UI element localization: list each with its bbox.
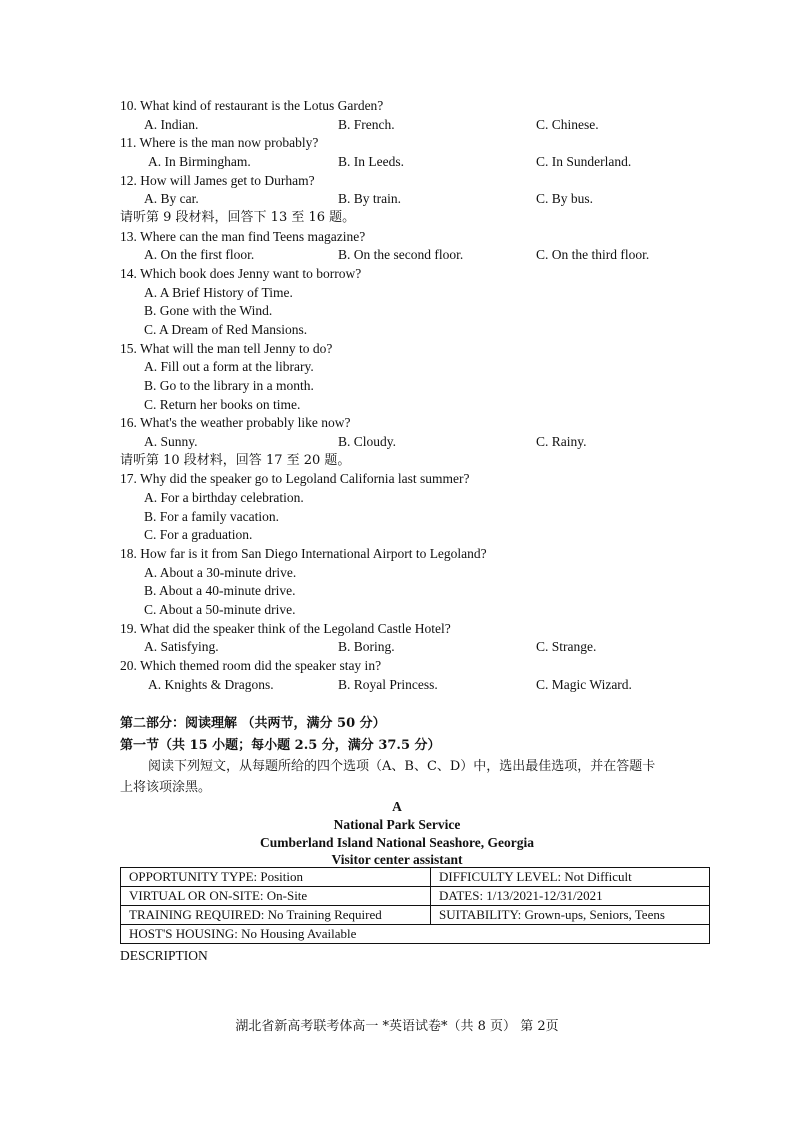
q13-option-c: C. On the third floor. xyxy=(536,247,650,262)
passage-title-2: Cumberland Island National Seashore, Georgia xyxy=(260,835,534,850)
table-row xyxy=(121,868,710,887)
passage-letter: A xyxy=(392,799,402,814)
q12-option-b: B. By train. xyxy=(338,191,401,206)
q10-option-b: B. French. xyxy=(338,117,395,132)
table-cell: SUITABILITY: Grown-ups, Seniors, Teens xyxy=(431,906,710,925)
question-11: 11. Where is the man now probably? xyxy=(120,135,319,150)
q15-option-a: A. Fill out a form at the library. xyxy=(144,359,314,374)
question-14: 14. Which book does Jenny want to borrow? xyxy=(120,266,362,281)
q17-option-b: B. For a family vacation. xyxy=(144,509,279,524)
table-cell: TRAINING REQUIRED: No Training Required xyxy=(121,906,431,925)
question-12: 12. How will James get to Durham? xyxy=(120,173,315,188)
q15-option-c: C. Return her books on time. xyxy=(144,397,301,412)
q13-option-a: A. On the first floor. xyxy=(144,247,255,262)
q20-option-a: A. Knights & Dragons. xyxy=(148,677,274,692)
directions-line-2: 上将该项涂黑。 xyxy=(120,780,212,795)
table-row xyxy=(121,925,710,944)
page-footer: 湖北省新高考联考体高一 *英语试卷*（共 8 页） 第 2页 xyxy=(235,1019,559,1034)
q10-option-c: C. Chinese. xyxy=(536,117,599,132)
question-19: 19. What did the speaker think of the Legoland Castle Hotel? xyxy=(120,621,451,636)
q19-option-b: B. Boring. xyxy=(338,639,395,654)
part2-heading: 第二部分：阅读理解 （共两节，满分 50 分） xyxy=(120,716,386,731)
passage-title-1: National Park Service xyxy=(333,817,461,832)
section1-heading: 第一节（共 15 小题；每小题 2.5 分，满分 37.5 分） xyxy=(120,738,441,753)
table-cell: DIFFICULTY LEVEL: Not Difficult xyxy=(431,868,710,887)
q11-option-a: A. In Birmingham. xyxy=(148,154,251,169)
q12-option-c: C. By bus. xyxy=(536,191,594,206)
question-16: 16. What's the weather probably like now? xyxy=(120,415,351,430)
q19-option-c: C. Strange. xyxy=(536,639,597,654)
question-20: 20. Which themed room did the speaker stay in? xyxy=(120,658,382,673)
question-18: 18. How far is it from San Diego International Airport to Legoland? xyxy=(120,546,487,561)
q18-option-a: A. About a 30-minute drive. xyxy=(144,565,297,580)
table-row xyxy=(121,887,710,906)
q19-option-a: A. Satisfying. xyxy=(144,639,219,654)
opportunity-table xyxy=(120,867,710,944)
q13-option-b: B. On the second floor. xyxy=(338,247,464,262)
question-15: 15. What will the man tell Jenny to do? xyxy=(120,341,333,356)
q16-option-a: A. Sunny. xyxy=(144,434,198,449)
q14-option-c: C. A Dream of Red Mansions. xyxy=(144,322,308,337)
q20-option-b: B. Royal Princess. xyxy=(338,677,438,692)
q11-option-c: C. In Sunderland. xyxy=(536,154,632,169)
question-10: 10. What kind of restaurant is the Lotus Garden? xyxy=(120,98,384,113)
q16-option-b: B. Cloudy. xyxy=(338,434,397,449)
q14-option-a: A. A Brief History of Time. xyxy=(144,285,293,300)
q20-option-c: C. Magic Wizard. xyxy=(536,677,632,692)
instruction-segment-9: 请听第 9 段材料，回答下 13 至 16 题。 xyxy=(120,210,356,225)
table-cell: DATES: 1/13/2021-12/31/2021 xyxy=(431,887,710,906)
passage-title-3: Visitor center assistant xyxy=(331,852,463,867)
table-cell: HOST'S HOUSING: No Housing Available xyxy=(121,925,710,944)
q18-option-c: C. About a 50-minute drive. xyxy=(144,602,296,617)
q12-option-a: A. By car. xyxy=(144,191,199,206)
instruction-segment-10: 请听第 10 段材料，回答 17 至 20 题。 xyxy=(120,453,351,468)
q18-option-b: B. About a 40-minute drive. xyxy=(144,583,296,598)
q15-option-b: B. Go to the library in a month. xyxy=(144,378,314,393)
table-row xyxy=(121,906,710,925)
q14-option-b: B. Gone with the Wind. xyxy=(144,303,273,318)
q17-option-a: A. For a birthday celebration. xyxy=(144,490,304,505)
table-cell: VIRTUAL OR ON-SITE: On-Site xyxy=(121,887,431,906)
question-13: 13. Where can the man find Teens magazine? xyxy=(120,229,366,244)
q16-option-c: C. Rainy. xyxy=(536,434,587,449)
q11-option-b: B. In Leeds. xyxy=(338,154,404,169)
question-17: 17. Why did the speaker go to Legoland California last summer? xyxy=(120,471,470,486)
description-label: DESCRIPTION xyxy=(120,948,208,963)
q17-option-c: C. For a graduation. xyxy=(144,527,253,542)
table-cell: OPPORTUNITY TYPE: Position xyxy=(121,868,431,887)
q10-option-a: A. Indian. xyxy=(144,117,199,132)
directions-line-1: 阅读下列短文，从每题所给的四个选项（A、B、C、D）中，选出最佳选项，并在答题卡 xyxy=(148,759,656,774)
